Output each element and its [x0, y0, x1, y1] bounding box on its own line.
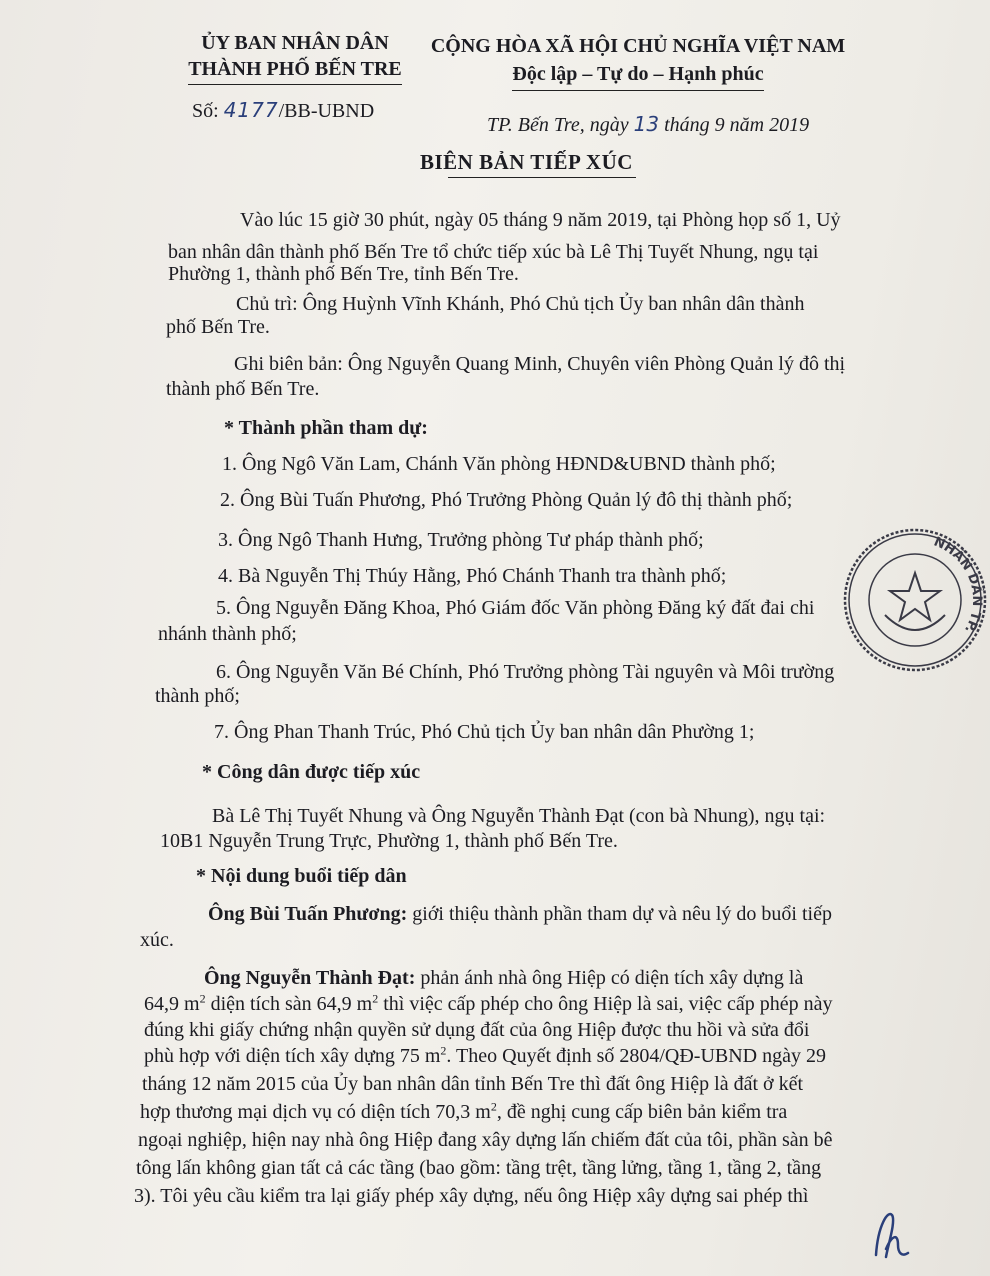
- official-seal-icon: [840, 525, 990, 675]
- speaker-name: Ông Nguyễn Thành Đạt:: [204, 967, 416, 989]
- nation-motto: Độc lập – Tự do – Hạnh phúc: [512, 60, 763, 91]
- area-value: diện tích sàn 64,9 m: [205, 993, 373, 1015]
- title-underline: [448, 177, 636, 178]
- superscript: 2: [372, 991, 379, 1006]
- speaker-text-line: tông lấn không gian tất cả các tầng (bao gồm: tầng trệt, tầng lửng, tầng 1, tầng 2, tầng: [136, 1157, 822, 1179]
- participant-item: 5. Ông Nguyễn Đăng Khoa, Phó Giám đốc Văn phòng Đăng ký đất đai chi: [216, 597, 815, 619]
- signature-mark-icon: [868, 1205, 928, 1265]
- section-citizens: * Công dân được tiếp xúc: [202, 761, 421, 783]
- chair-line: Chủ trì: Ông Huỳnh Vĩnh Khánh, Phó Chủ tịch Ủy ban nhân dân thành: [236, 293, 805, 315]
- chair-line: phố Bến Tre.: [166, 316, 270, 338]
- text-run: hợp thương mại dịch vụ có diện tích 70,3 m: [140, 1101, 491, 1123]
- text-run: , đề nghị cung cấp biên bản kiểm tra: [496, 1101, 788, 1123]
- speaker-text-line: 3). Tôi yêu cầu kiểm tra lại giấy phép xây dựng, nếu ông Hiệp xây dựng sai phép thì: [134, 1185, 809, 1207]
- speaker-name: Ông Bùi Tuấn Phương:: [208, 903, 408, 925]
- agency-header: [150, 30, 440, 85]
- agency-line-2: THÀNH PHỐ BẾN TRE: [188, 56, 402, 85]
- text-run: phù hợp với diện tích xây dựng 75 m: [144, 1045, 441, 1067]
- participant-item: 6. Ông Nguyễn Văn Bé Chính, Phó Trưởng phòng Tài nguyên và Môi trường: [216, 661, 835, 683]
- section-participants: * Thành phần tham dự:: [224, 417, 428, 439]
- speaker-paragraph: [208, 902, 832, 926]
- clerk-line: thành phố Bến Tre.: [166, 378, 320, 400]
- speaker-text: phản ánh nhà ông Hiệp có diện tích xây dựng là: [415, 967, 804, 989]
- number-suffix: /BB-UBND: [278, 100, 375, 122]
- participant-item: 3. Ông Ngô Thanh Hưng, Trưởng phòng Tư pháp thành phố;: [218, 529, 704, 551]
- text-run: . Theo Quyết định số 2804/QĐ-UBND ngày 29: [446, 1045, 827, 1067]
- speaker-text: giới thiệu thành phần tham dự và nêu lý do buổi tiếp: [407, 903, 832, 925]
- participant-item: 2. Ông Bùi Tuấn Phương, Phó Trưởng Phòng Quản lý đô thị thành phố;: [220, 489, 793, 511]
- participant-item-cont: nhánh thành phố;: [158, 623, 297, 645]
- superscript: 2: [199, 991, 206, 1006]
- document-title: BIÊN BẢN TIẾP XÚC: [420, 150, 633, 174]
- superscript: 2: [490, 1099, 497, 1114]
- clerk-line: Ghi biên bản: Ông Nguyễn Quang Minh, Chuyên viên Phòng Quản lý đô thị: [234, 353, 846, 375]
- document-date: [487, 112, 809, 137]
- citizens-line: Bà Lê Thị Tuyết Nhung và Ông Nguyễn Thành Đạt (con bà Nhung), ngụ tại:: [212, 805, 826, 827]
- speaker-text-line: ngoại nghiệp, hiện nay nhà ông Hiệp đang xây dựng lấn chiếm đất của tôi, phần sàn bê: [138, 1129, 833, 1151]
- citizens-line: 10B1 Nguyễn Trung Trực, Phường 1, thành phố Bến Tre.: [160, 830, 618, 852]
- participant-item: 7. Ông Phan Thanh Trúc, Phó Chủ tịch Ủy ban nhân dân Phường 1;: [214, 721, 755, 743]
- area-value: 64,9 m: [144, 993, 200, 1015]
- section-content: * Nội dung buổi tiếp dân: [196, 865, 407, 887]
- speaker-text-line: [140, 1100, 787, 1124]
- text-run: thì việc cấp phép cho ông Hiệp là sai, việc cấp phép này: [378, 993, 833, 1015]
- participant-item-cont: thành phố;: [155, 685, 240, 707]
- participant-item: 1. Ông Ngô Văn Lam, Chánh Văn phòng HĐND&UBND thành phố;: [222, 453, 776, 475]
- date-day-handwritten: 13: [633, 112, 660, 136]
- nation-line-1: CỘNG HÒA XÃ HỘI CHỦ NGHĨA VIỆT NAM: [430, 35, 846, 57]
- speaker-paragraph: [204, 966, 803, 990]
- speaker-text-line: đúng khi giấy chứng nhận quyền sử dụng đất của ông Hiệp được thu hồi và sửa đổi: [144, 1019, 810, 1041]
- seal-ring-text: NHÂN DÂN TP.: [931, 534, 985, 636]
- speaker-text-line: [144, 992, 832, 1016]
- speaker-text-line: [144, 1044, 826, 1068]
- date-prefix: TP. Bến Tre, ngày: [487, 114, 629, 136]
- speaker-text-line: tháng 12 năm 2015 của Ủy ban nhân dân tỉnh Bến Tre thì đất ông Hiệp là đất ở kết: [142, 1073, 804, 1095]
- nation-header: [418, 32, 858, 91]
- speaker-paragraph-cont: xúc.: [140, 929, 174, 951]
- intro-line: Phường 1, thành phố Bến Tre, tỉnh Bến Tre.: [168, 263, 519, 285]
- date-suffix: tháng 9 năm 2019: [664, 114, 810, 136]
- participant-item: 4. Bà Nguyễn Thị Thúy Hằng, Phó Chánh Thanh tra thành phố;: [218, 565, 727, 587]
- document-number: [192, 98, 374, 123]
- intro-line: Vào lúc 15 giờ 30 phút, ngày 05 tháng 9 năm 2019, tại Phòng họp số 1, Uỷ: [240, 209, 841, 231]
- number-prefix: Số:: [192, 100, 219, 122]
- intro-line: ban nhân dân thành phố Bến Tre tổ chức tiếp xúc bà Lê Thị Tuyết Nhung, ngụ tại: [168, 241, 819, 263]
- agency-line-1: ỦY BAN NHÂN DÂN: [201, 32, 389, 54]
- number-handwritten: 4177: [223, 98, 279, 122]
- superscript: 2: [440, 1043, 447, 1058]
